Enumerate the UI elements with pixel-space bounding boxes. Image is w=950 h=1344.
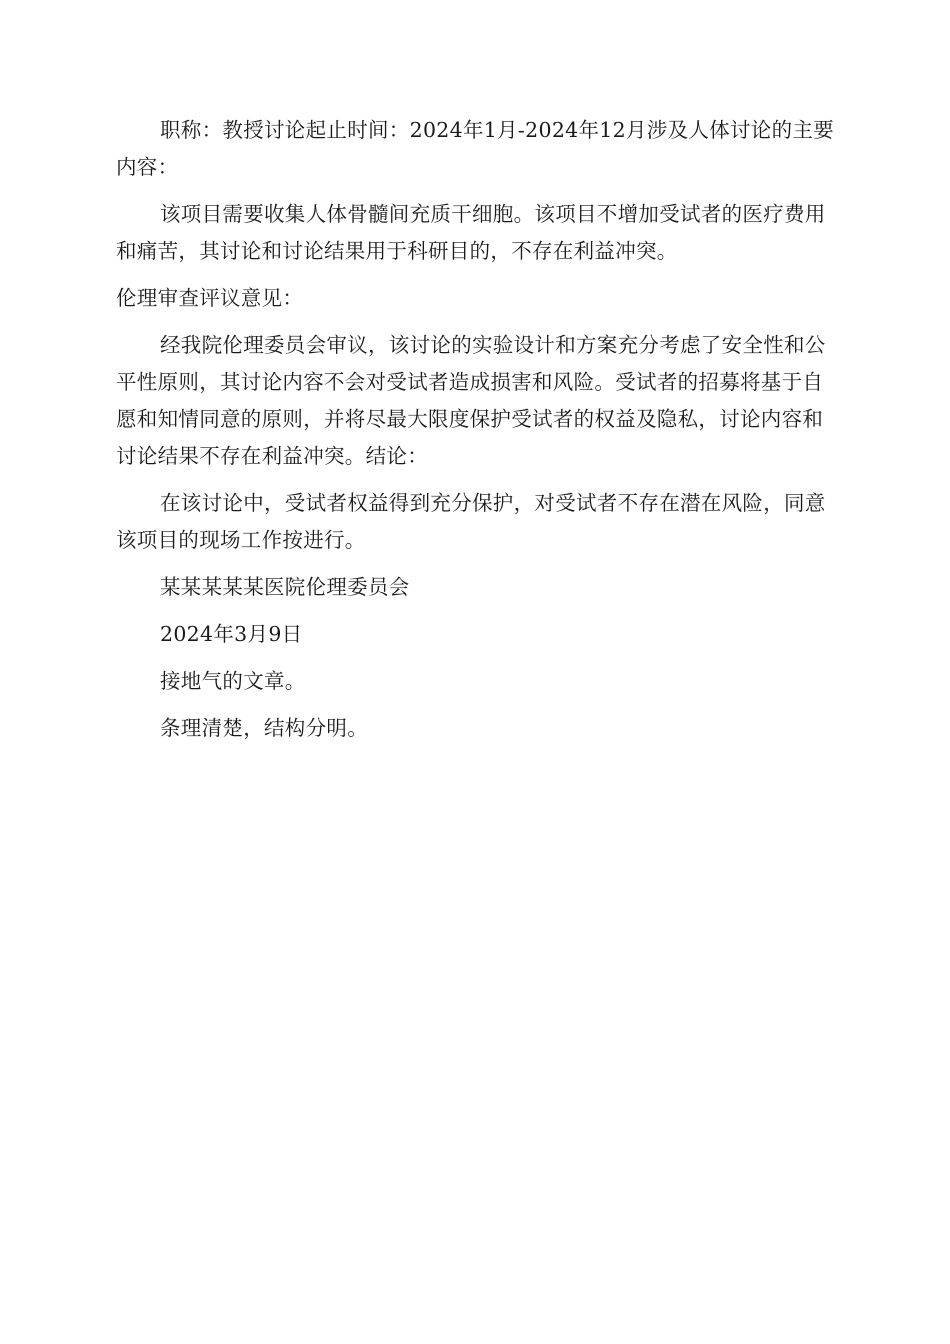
research-content-paragraph: 该项目需要收集人体骨髓间充质干细胞。该项目不增加受试者的医疗费用和痛苦，其讨论和讨论结果用于科研目的，不存在利益冲突。 xyxy=(116,202,826,263)
review-opinion-heading: 伦理审查评议意见： xyxy=(116,286,304,310)
signature-date: 2024年3月9日 xyxy=(160,622,303,646)
conclusion-paragraph: 在该讨论中，受试者权益得到充分保护，对受试者不存在潜在风险，同意该项目的现场工作按进行。 xyxy=(116,491,826,552)
title-and-period-paragraph: 职称：教授讨论起止时间：2024年1月-2024年12月涉及人体讨论的主要内容： xyxy=(116,118,834,179)
committee-signature: 某某某某某医院伦理委员会 xyxy=(160,575,410,599)
review-opinion-paragraph: 经我院伦理委员会审议，该讨论的实验设计和方案充分考虑了安全性和公平性原则，其讨论内容不会对受试者造成损害和风险。受试者的招募将基于自愿和知情同意的原则，并将尽最大限度保护受试者的权益及隐私，讨论内容和讨论结果不存在利益冲突。结论： xyxy=(116,333,826,468)
comment-line-2: 条理清楚，结构分明。 xyxy=(160,716,368,740)
comment-line-1: 接地气的文章。 xyxy=(160,669,306,693)
document-body xyxy=(116,112,836,757)
